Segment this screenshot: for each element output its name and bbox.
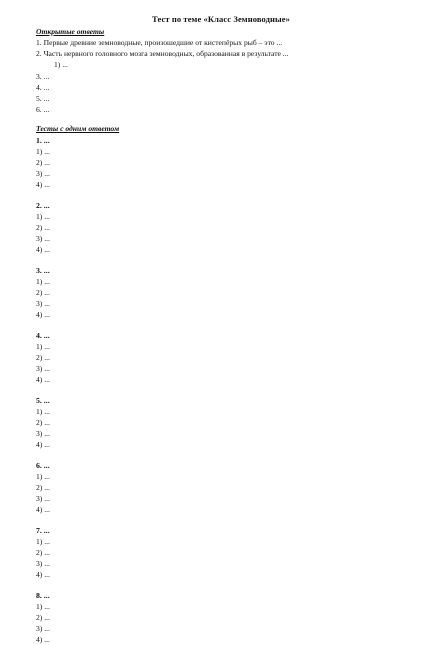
answer-option: 2) ... <box>36 483 50 493</box>
answer-option: 2) ... <box>36 158 50 168</box>
open-answers-heading: Открытые ответы <box>36 27 105 36</box>
question-block-6 <box>36 460 406 515</box>
open-question: 6. ... <box>36 105 50 115</box>
answer-option: 1) ... <box>36 602 50 612</box>
answer-option: 1) ... <box>36 277 50 287</box>
answer-option: 3) ... <box>36 429 50 439</box>
open-question: 5. ... <box>36 94 50 104</box>
question-header: 7. ... <box>36 526 50 536</box>
question-block-1 <box>36 135 406 190</box>
single-answer-tests-heading: Тесты с одним ответом <box>36 124 120 134</box>
question-block-3 <box>36 265 406 320</box>
open-question: 3. ... <box>36 71 50 81</box>
answer-option: 3) ... <box>36 234 50 244</box>
answer-option: 2) ... <box>36 548 50 558</box>
answer-option: 4) ... <box>36 310 50 320</box>
answer-option: 3) ... <box>36 494 50 504</box>
question-header: 3. ... <box>36 266 50 276</box>
answer-option: 4) ... <box>36 505 50 515</box>
question-header: 4. ... <box>36 331 50 341</box>
open-question-continuation: 1) ... <box>54 60 68 70</box>
question-header: 5. ... <box>36 396 50 406</box>
answer-option: 1) ... <box>36 537 50 547</box>
answer-option: 3) ... <box>36 559 50 569</box>
answer-option: 2) ... <box>36 613 50 623</box>
answer-option: 1) ... <box>36 342 50 352</box>
answer-option: 2) ... <box>36 288 50 298</box>
answer-option: 4) ... <box>36 635 50 645</box>
answer-option: 4) ... <box>36 245 50 255</box>
question-block-7 <box>36 525 406 580</box>
answer-option: 4) ... <box>36 570 50 580</box>
open-question: 2. Часть нервного головного мозга земноводных, образованная в результате ... <box>36 49 289 59</box>
question-block-5 <box>36 395 406 450</box>
answer-option: 3) ... <box>36 624 50 634</box>
answer-option: 3) ... <box>36 169 50 179</box>
question-header: 6. ... <box>36 461 50 471</box>
open-question: 4. ... <box>36 82 50 92</box>
open-question: 1. Первые древние земноводные, произошедшие от кистепёрых рыб – это ... <box>36 38 283 47</box>
answer-option: 1) ... <box>36 212 50 222</box>
document-title: Тест по теме «Класс Земноводные» <box>152 14 290 24</box>
answer-option: 4) ... <box>36 375 50 385</box>
answer-option: 1) ... <box>36 147 50 157</box>
answer-option: 4) ... <box>36 180 50 190</box>
question-header: 8. ... <box>36 591 50 601</box>
question-block-8 <box>36 590 406 645</box>
answer-option: 3) ... <box>36 364 50 374</box>
question-header: 1. ... <box>36 136 50 146</box>
answer-option: 1) ... <box>36 407 50 417</box>
question-block-2 <box>36 200 406 255</box>
answer-option: 4) ... <box>36 440 50 450</box>
answer-option: 3) ... <box>36 299 50 309</box>
answer-option: 2) ... <box>36 418 50 428</box>
question-header: 2. ... <box>36 201 50 211</box>
answer-option: 1) ... <box>36 472 50 482</box>
question-block-4 <box>36 330 406 385</box>
answer-option: 2) ... <box>36 353 50 363</box>
answer-option: 2) ... <box>36 223 50 233</box>
